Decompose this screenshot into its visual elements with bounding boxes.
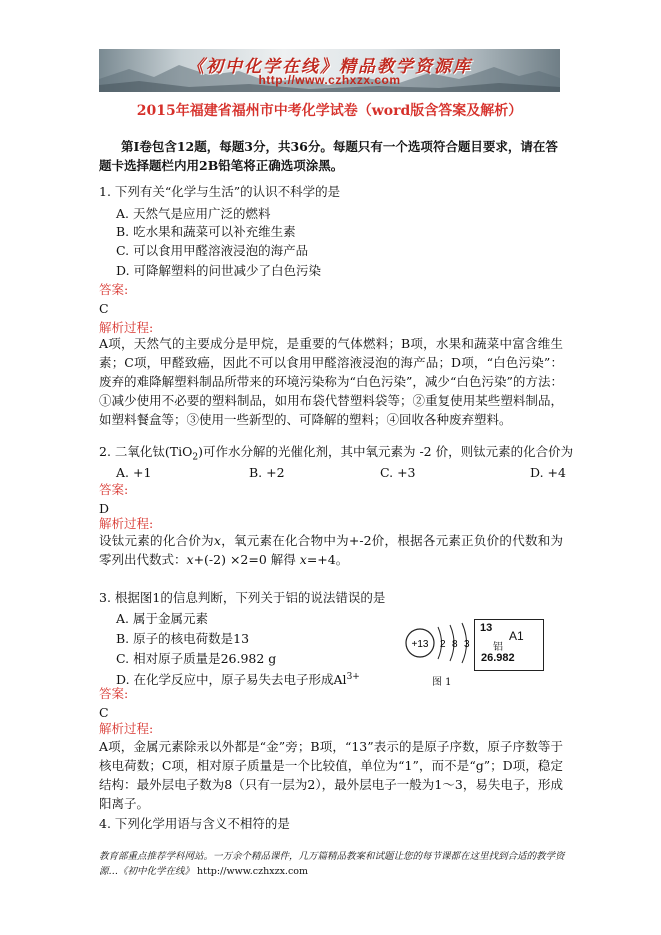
question-3-stem: 3. 根据图1的信息判断，下列关于铝的说法错误的是 [99,590,386,605]
shell-1-electrons: 2 [440,639,446,650]
q2-analysis-label: 解析过程: [99,516,154,531]
aluminum-atomic-structure-diagram [403,619,473,669]
q3-answer-label: 答案: [99,686,129,701]
q3-option-a: A. 属于金属元素 [116,611,208,626]
footer-url[interactable]: http://www.czhxzx.com [197,866,309,877]
q2-option-a: A. +1 [116,465,152,480]
atomic-number: 13 [480,622,493,634]
q1-analysis-label: 解析过程: [99,320,154,335]
banner-title: 《初中化学在线》精品教学资源库 [187,57,472,77]
question-4-stem: 4. 下列化学用语与含义不相符的是 [99,816,290,831]
q3-option-d: D. 在化学反应中，原子易失去电子形成$Al^{3+}$ [116,672,360,688]
q1-answer: C [99,301,109,316]
section-instructions: 第Ⅰ卷包含12题，每题3分，共36分。每题只有一个选项符合题目要求，请在答题卡选择题栏内用2B铅笔将正确选项涂黑。 [99,139,558,173]
banner-url[interactable]: http://www.czhxzx.com [258,73,401,87]
q1-option-c: C. 可以食用甲醛溶液浸泡的海产品 [116,243,309,258]
q1-analysis: A项，天然气的主要成分是甲烷，是重要的气体燃料；B项，水果和蔬菜中富含维生素；C项，甲醛致癌，因此不可以食用甲醛溶液浸泡的海产品；D项，“白色污染”：废弃的难降解塑料制品所带来的环境污染称为“白色污染”，减少“白色污染”的方法：①减少使用不必要的塑料制品，如用布袋代替塑料袋等；②重复使用某些塑料制品，如塑料餐盒等；③使用一些新型的、可降解的塑料；④回收各种废弃塑料。 [99,336,563,427]
element-symbol: A1 [509,629,524,643]
element-name: 铝 [493,642,503,653]
q2-option-d: D. +4 [530,465,566,480]
periodic-table-cell [474,619,544,671]
q3-analysis-label: 解析过程: [99,721,154,736]
q2-option-b: B. +2 [249,465,285,480]
q3-analysis: A项，金属元素除汞以外都是“金”旁；B项，“13”表示的是原子序数，原子序数等于核电荷数；C项，相对原子质量是一个比较值，单位为“1”，而不是“g”；D项，稳定结构：最外层电子数为8（只有一层为2），最外层电子一般为1～3，易失电子，形成阳离子。 [99,739,563,811]
q2-analysis: 设钛元素的化合价为x，氧元素在化合物中为+-2价，根据各元素正负价的代数和为零列出代数式：x+(-2) ×2=0 解得 x=+4。 [99,533,563,567]
page-footer [99,849,565,879]
shell-3-electrons: 3 [464,639,470,650]
page-title: 2015年福建省福州市中考化学试卷（word版含答案及解析） [136,103,523,119]
q1-option-b: B. 吃水果和蔬菜可以补充维生素 [116,224,296,239]
q1-answer-label: 答案: [99,282,129,297]
q1-option-a: A. 天然气是应用广泛的燃料 [116,206,271,221]
q2-answer: D [99,501,110,516]
q2-answer-label: 答案: [99,482,129,497]
q3-option-b: B. 原子的核电荷数是13 [116,631,250,646]
q1-option-d: D. 可降解塑料的问世减少了白色污染 [116,263,322,278]
q2-option-c: C. +3 [380,465,416,480]
question-1-stem: 1. 下列有关“化学与生活”的认识不科学的是 [99,184,341,199]
q3-answer: C [99,705,109,720]
header-banner [99,49,560,92]
nucleus-charge: +13 [411,639,429,650]
shell-2-electrons: 8 [452,639,458,650]
question-2-stem: 2. 二氧化钛(TiO$_2$)可作水分解的光催化剂，其中氧元素为 -2 价，则钛元素的化合价为 [99,444,574,463]
figure-caption: 图 1 [432,677,452,688]
footer-text: 教育部重点推荐学科网站。一万余个精品课件，几万篇精品教案和试题让您的每节课都在这里找到合适的教学资源…《初中化学在线》 [99,851,565,877]
atomic-mass: 26.982 [481,652,515,664]
q3-option-c: C. 相对原子质量是26.982 g [116,651,277,666]
